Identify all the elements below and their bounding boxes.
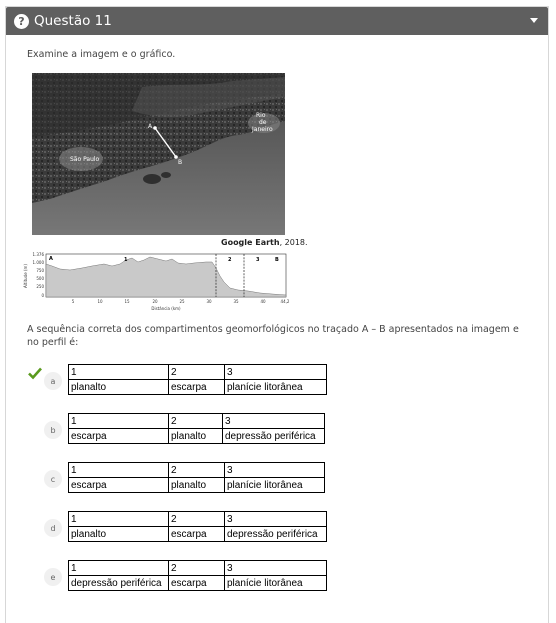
- y-tick: 1.376: [32, 252, 44, 257]
- option-table: [68, 413, 325, 444]
- x-tick: 44,2: [280, 299, 290, 304]
- y-axis-label: Altitude (m): [23, 264, 28, 288]
- y-tick: 750: [36, 268, 44, 273]
- x-tick: 15: [124, 299, 130, 304]
- option-letter: d: [44, 519, 62, 537]
- label-rio-line1: Rio: [256, 112, 266, 119]
- answer-option-c[interactable]: [0, 462, 544, 502]
- label-rio-line3: Janeiro: [252, 126, 273, 133]
- x-tick: 40: [260, 299, 266, 304]
- table-header-cell: 2: [169, 512, 225, 527]
- x-axis-label: Distância (km): [151, 306, 181, 311]
- answer-option-e[interactable]: [0, 560, 544, 600]
- y-tick: 500: [36, 276, 44, 281]
- table-cell: escarpa: [69, 429, 169, 444]
- x-tick: 10: [97, 299, 103, 304]
- table-header-cell: 1: [69, 561, 169, 576]
- table-cell: planalto: [69, 527, 169, 542]
- table-header-cell: 1: [69, 414, 169, 429]
- zone-label-1: 1: [124, 257, 128, 263]
- label-sao-paulo: São Paulo: [70, 156, 100, 163]
- zone-label-a: A: [49, 256, 53, 262]
- caret-down-icon[interactable]: [530, 18, 538, 23]
- table-cell: escarpa: [69, 478, 169, 493]
- table-header-cell: 1: [69, 365, 169, 380]
- label-rio-line2: de: [259, 119, 267, 126]
- table-cell: escarpa: [169, 380, 225, 395]
- table-header-cell: 2: [169, 414, 223, 429]
- table-cell: depressão periférica: [69, 576, 169, 591]
- elevation-profile: [20, 250, 290, 315]
- table-header-cell: 1: [69, 512, 169, 527]
- question-title: Questão 11: [34, 13, 112, 29]
- satellite-image: [32, 73, 285, 235]
- x-tick: 20: [152, 299, 158, 304]
- table-header-cell: 3: [225, 561, 327, 576]
- option-letter: a: [44, 372, 62, 390]
- table-header-cell: 3: [223, 414, 325, 429]
- option-letter: c: [44, 470, 62, 488]
- table-cell: escarpa: [169, 576, 225, 591]
- table-cell: planalto: [169, 429, 223, 444]
- x-tick: 30: [206, 299, 212, 304]
- table-cell: planície litorânea: [225, 380, 327, 395]
- y-tick: 250: [36, 284, 44, 289]
- zone-label-b: B: [275, 257, 279, 263]
- table-header-cell: 2: [169, 561, 225, 576]
- option-table: [68, 364, 327, 395]
- y-tick: 0: [41, 293, 44, 298]
- table-header-cell: 1: [69, 463, 169, 478]
- x-tick: 35: [233, 299, 239, 304]
- zone-label-2: 2: [228, 257, 232, 263]
- check-icon: [27, 365, 43, 381]
- table-header-cell: 3: [225, 463, 325, 478]
- option-letter: e: [44, 568, 62, 586]
- answer-option-b[interactable]: [0, 413, 544, 453]
- question-header[interactable]: [6, 7, 548, 35]
- table-cell: depressão periférica: [225, 527, 327, 542]
- answer-option-d[interactable]: [0, 511, 544, 551]
- question-text: A sequência correta dos compartimentos geomorfológicos no traçado A – B apresentados na imagem e no perfil é:: [27, 324, 519, 348]
- table-header-cell: 3: [225, 512, 327, 527]
- question-circle-icon: ?: [14, 14, 29, 29]
- y-tick: 1.000: [32, 260, 44, 265]
- label-a: A: [148, 123, 153, 130]
- table-cell: planalto: [69, 380, 169, 395]
- table-cell: depressão periférica: [223, 429, 325, 444]
- table-header-cell: 3: [225, 365, 327, 380]
- prompt-text: Examine a imagem e o gráfico.: [27, 49, 176, 60]
- table-cell: planície litorânea: [225, 478, 325, 493]
- option-table: [68, 560, 327, 591]
- table-cell: escarpa: [169, 527, 225, 542]
- zone-label-3: 3: [256, 257, 260, 263]
- table-header-cell: 2: [169, 365, 225, 380]
- x-tick: 25: [179, 299, 185, 304]
- answer-option-a[interactable]: [0, 364, 544, 404]
- image-source: Google Earth, 2018.: [221, 238, 308, 247]
- option-table: [68, 462, 325, 493]
- point-a-marker: [153, 126, 157, 130]
- table-cell: planície litorânea: [225, 576, 327, 591]
- x-tick: 5: [71, 299, 75, 304]
- option-letter: b: [44, 421, 62, 439]
- option-table: [68, 511, 327, 542]
- table-header-cell: 2: [169, 463, 225, 478]
- table-cell: planalto: [169, 478, 225, 493]
- label-b: B: [178, 159, 183, 166]
